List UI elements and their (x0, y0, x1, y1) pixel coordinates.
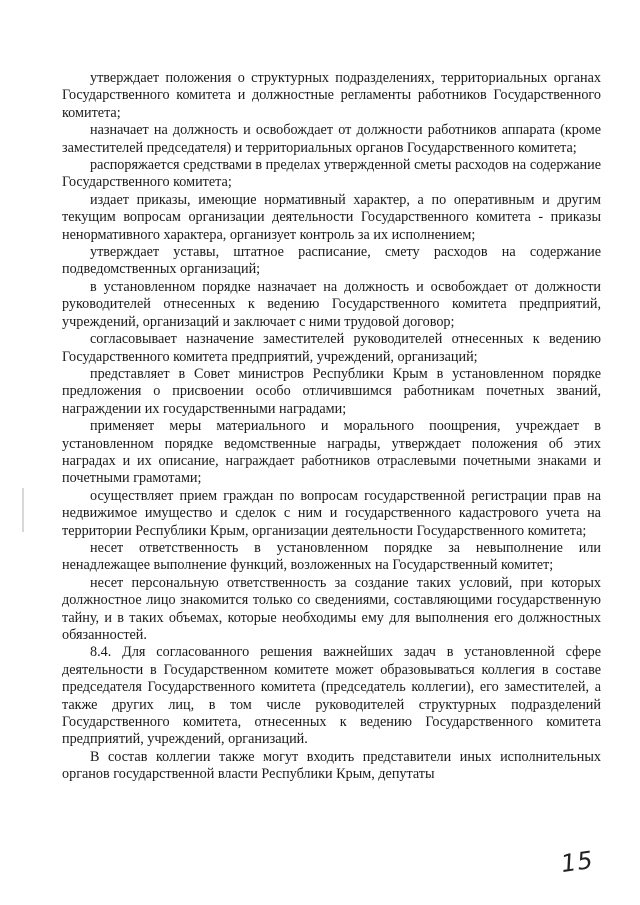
paragraph-agrees-deputies: согласовывает назначение заместителей руководителей отнесенных к ведению Государственного комитета предприятий, учреждений, организаций; (62, 331, 601, 365)
paragraph-manages-funds: распоряжается средствами в пределах утвержденной сметы расходов на содержание Государственного комитета; (62, 157, 601, 191)
paragraph-applies-incentives: применяет меры материального и морального поощрения, учреждает в установленном порядке ведомственные награды, утверждает положения об этих наградах и их описание, награждает работников отраслевыми почетными знаками и почетными грамотами; (62, 418, 601, 487)
paragraph-responsibility: несет ответственность в установленном порядке за невыполнение или ненадлежащее выполнение функций, возложенных на Государственный комитет; (62, 539, 601, 574)
paragraph-appoints-staff: назначает на должность и освобождает от должности работников аппарата (кроме заместителей председателя) и территориальных органов Государственного комитета; (62, 122, 601, 156)
page-number: 15 (559, 845, 596, 879)
paragraph-receives-citizens: осуществляет прием граждан по вопросам государственной регистрации прав на недвижимое имущество и сделок с ним и государственного кадастрового учета на территории Республики Крым, организации деятельности Государственного комитета; (62, 487, 601, 539)
paragraph-personal-responsibility: несет персональную ответственность за создание таких условий, при которых должностное лицо знакомится только со сведениями, составляющими государственную тайну, и в таких объемах, которые необходимы ему для выполнения его должностных обязанностей. (62, 574, 601, 643)
paragraph-issues-orders: издает приказы, имеющие нормативный характер, а по оперативным и другим текущим вопросам организации деятельности Государственного комитета - приказы ненормативного характера, организует контроль за их исполнением; (62, 191, 601, 243)
paragraph-approves-regulations: утверждает положения о структурных подразделениях, территориальных органах Государственного комитета и должностные регламенты работников Государственного комитета; (62, 70, 601, 121)
paragraph-appoints-heads: в установленном порядке назначает на должность и освобождает от должности руководителей отнесенных к ведению Государственного комитета предприятий, учреждений, организаций и заключает с ними трудовой договор; (62, 278, 601, 330)
paragraph-collegium-members: В состав коллегии также могут входить представители иных исполнительных органов государственной власти Республики Крым, депутаты (62, 748, 601, 783)
margin-scan-mark (22, 488, 24, 532)
paragraph-approves-charters: утверждает уставы, штатное расписание, смету расходов на содержание подведомственных организаций; (62, 244, 601, 278)
paragraph-section-8-4: 8.4. Для согласованного решения важнейших задач в установленной сфере деятельности в Государственном комитете может образовываться коллегия в составе председателя Государственного комитета (председатель коллегии), его заместителей, а также других лиц, в том числе руководителей структурных подразделений Государственного комитета, отнесенных к ведению Государственного комитета предприятий, учреждений, организаций. (62, 644, 601, 748)
document-body (62, 70, 601, 784)
paragraph-submits-awards: представляет в Совет министров Республики Крым в установленном порядке предложения о присвоении особо отличившимся работникам почетных званий, награждении их государственными наградами; (62, 365, 601, 417)
